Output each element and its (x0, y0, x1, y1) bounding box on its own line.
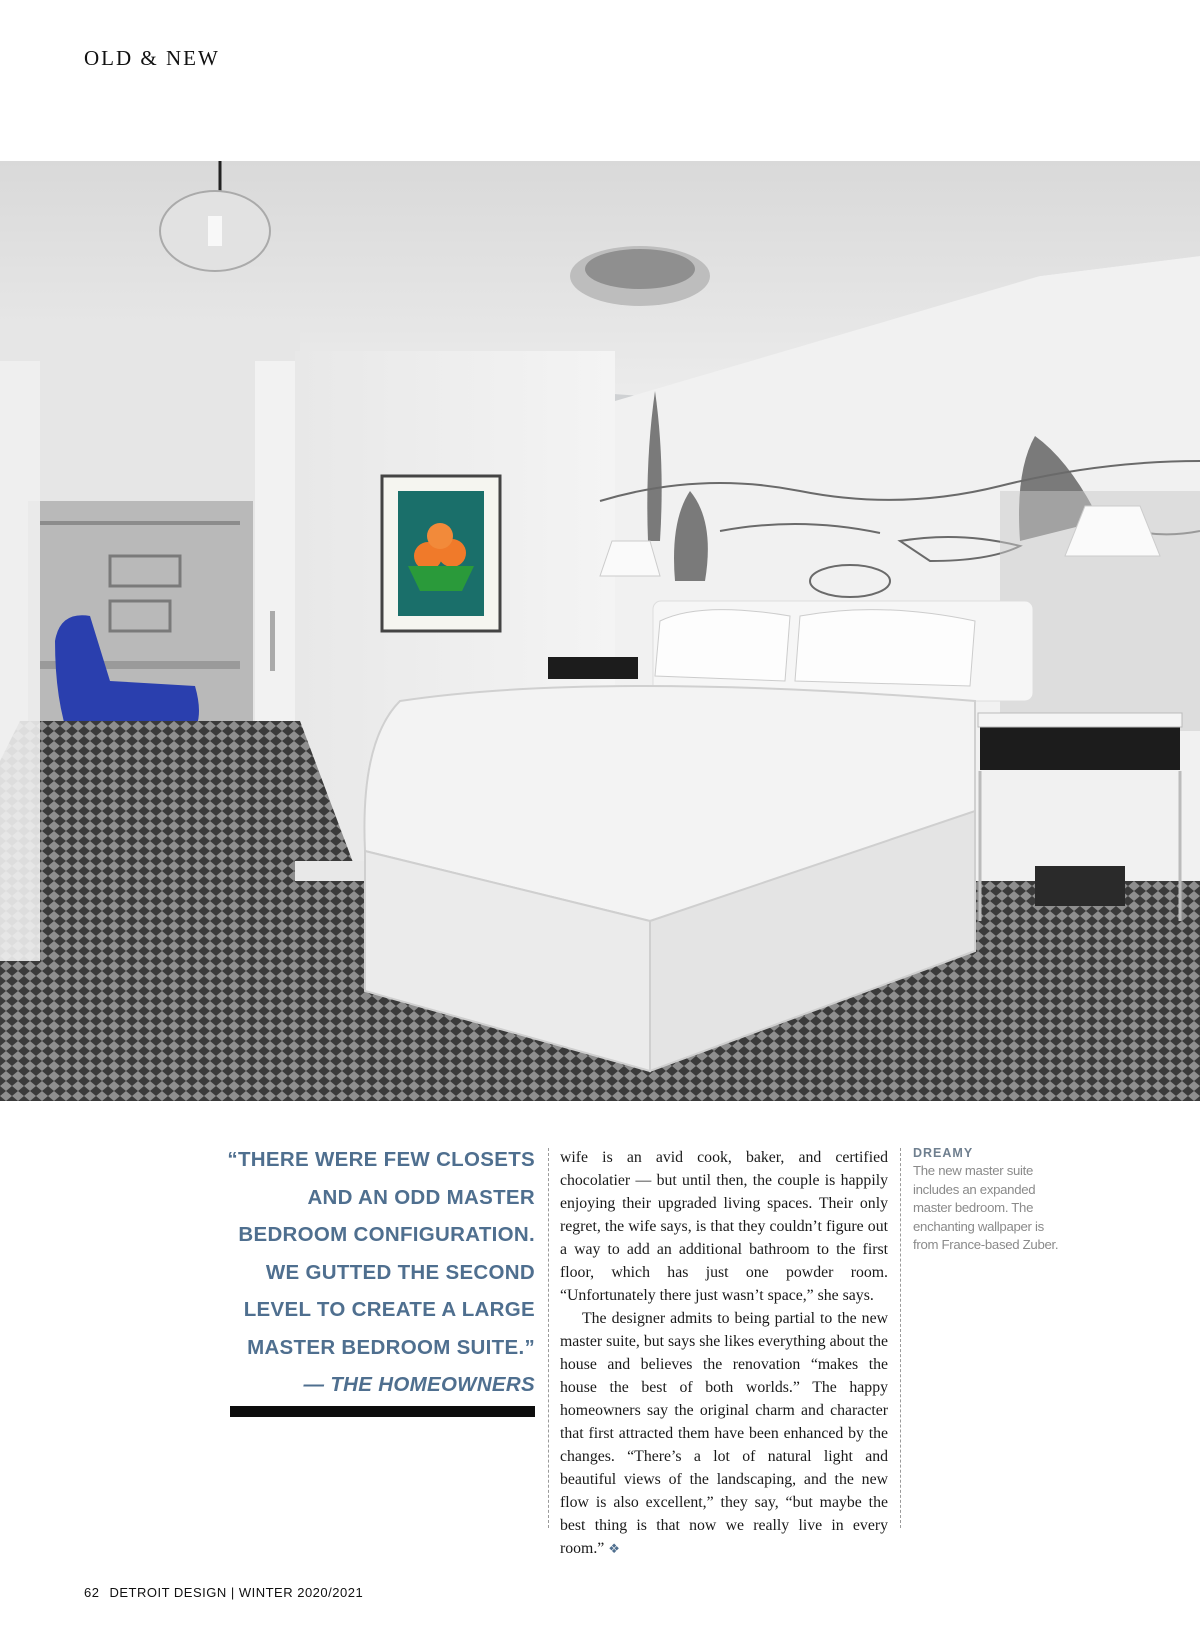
pull-quote-line: “THERE WERE FEW CLOSETS (227, 1148, 535, 1171)
end-mark-icon: ❖ (608, 1541, 620, 1556)
column-divider (900, 1148, 901, 1528)
column-divider (548, 1148, 549, 1528)
pull-quote-line: BEDROOM CONFIGURATION. (238, 1223, 535, 1246)
caption-text: The new master suite includes an expanded master bedroom. The enchanting wallpaper is from France-based Zuber. (913, 1163, 1059, 1252)
pull-quote-line: LEVEL TO CREATE A LARGE (243, 1298, 535, 1321)
body-paragraph-text: The designer admits to being partial to the new master suite, but says she likes everything about the house and believes the renovation “makes the house the best of both worlds.” The happy homeowners say the original charm and character that first attracted them have been enhanced by the changes. “There’s a lot of natural light and beautiful views of the landscaping, and the new flow is also excellent,” they say, “but maybe the best thing is that now we really live in every room.” (560, 1310, 888, 1557)
pull-quote-line: MASTER BEDROOM SUITE.” (247, 1335, 535, 1359)
page-footer (84, 1585, 373, 1600)
caption-heading: DREAMY (913, 1146, 974, 1160)
article-body (560, 1146, 888, 1560)
pull-quote-line: AND AN ODD MASTER (307, 1185, 535, 1209)
body-paragraph (560, 1307, 888, 1560)
photo-caption (913, 1146, 1063, 1255)
body-paragraph: wife is an avid cook, baker, and certified chocolatier — but until then, the couple is happily enjoying their upgraded living spaces. Their only regret, the wife says, is that they couldn’t figure out a way to add an additional bathroom to the first floor, which has just one powder room. “Unfortunately there just wasn’t space,” she says. (560, 1149, 888, 1304)
publication-name: DETROIT DESIGN | WINTER 2020/2021 (109, 1585, 364, 1600)
section-label: OLD & NEW (84, 46, 220, 70)
pull-quote-rule (230, 1406, 535, 1417)
pull-quote (180, 1141, 535, 1404)
pull-quote-line: WE GUTTED THE SECOND (265, 1260, 535, 1284)
page-number: 62 (84, 1585, 100, 1600)
pull-quote-attribution: — THE HOMEOWNERS (303, 1373, 535, 1396)
bedroom-photo (0, 161, 1200, 1101)
